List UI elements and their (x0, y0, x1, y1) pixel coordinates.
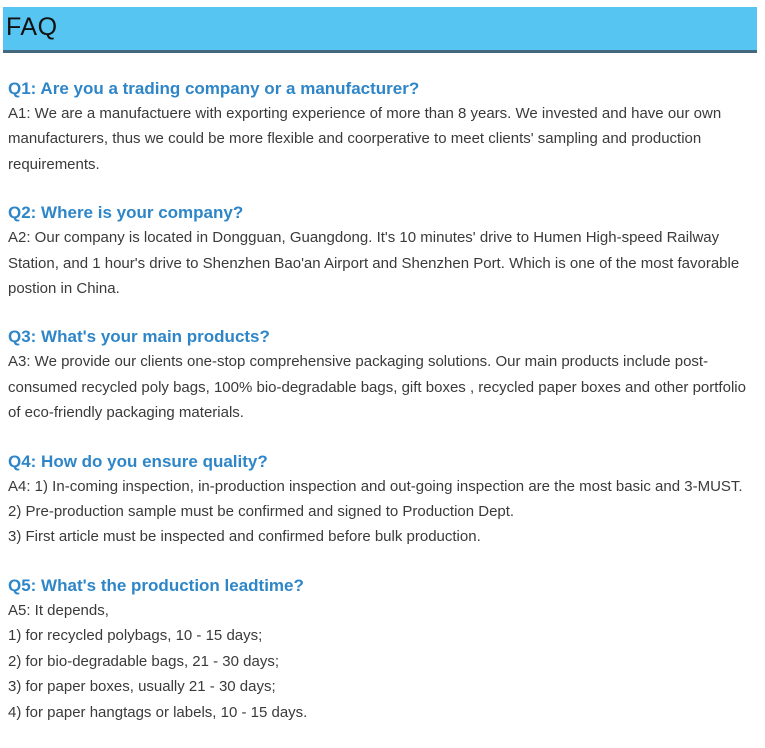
answer-a4-line-3: 3) First article must be inspected and confirmed before bulk production. (8, 528, 481, 546)
answer-a5-line-1: A5: It depends, (8, 601, 109, 619)
answer-a4-line-2: 2) Pre-production sample must be confirmed and signed to Production Dept. (8, 503, 515, 521)
question-q4: Q4: How do you ensure quality? (8, 451, 268, 471)
faq-section-q3 (8, 324, 749, 425)
faq-section-q4 (8, 449, 749, 550)
faq-header-bar (3, 7, 757, 53)
question-q1: Q1: Are you a trading company or a manufacturer? (8, 79, 420, 98)
question-q2: Q2: Where is your company? (8, 203, 244, 223)
answer-a3: A3: We provide our clients one-stop comprehensive packaging solutions. Our main products include post-consumed recycled poly bags, 100% bio-degradable bags, gift boxes , recycled paper boxes and other portfolio of eco-friendly packaging materials. (8, 353, 746, 422)
answer-a5-line-2: 1) for recycled polybags, 10 - 15 days; (8, 627, 263, 645)
answer-a5-line-4: 3) for paper boxes, usually 21 - 30 days; (8, 678, 276, 696)
answer-a1: A1: We are a manufactuere with exporting experience of more than 8 years. We invested and have our own manufacturers, thus we could be more flexible and coorperative to meet clients' sampling and production requirements. (8, 105, 722, 173)
faq-section-q1 (8, 76, 749, 177)
question-q5: Q5: What's the production leadtime? (8, 575, 304, 595)
faq-header-title: FAQ (6, 13, 58, 41)
faq-section-q2 (8, 200, 749, 301)
faq-section-q5 (8, 573, 749, 725)
answer-a5-line-5: 4) for paper hangtags or labels, 10 - 15 days. (8, 703, 308, 721)
answer-a2: A2: Our company is located in Dongguan, Guangdong. It's 10 minutes' drive to Humen High-speed Railway Station, and 1 hour's drive to Shenzhen Bao'an Airport and Shenzhen Port. Which is one of the most favorable postion in China. (8, 229, 740, 298)
answer-a4-line-1: A4: 1) In-coming inspection, in-production inspection and out-going inspection are the most basic and 3-MUST. (8, 477, 743, 495)
answer-a5-line-3: 2) for bio-degradable bags, 21 - 30 days; (8, 652, 280, 670)
question-q3: Q3: What's your main products? (8, 327, 270, 347)
faq-content (0, 76, 765, 725)
